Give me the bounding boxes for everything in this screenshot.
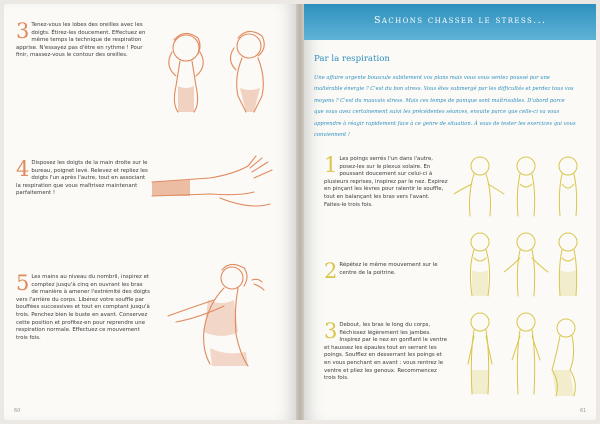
- section-title: Par la respiration: [314, 54, 390, 64]
- step-text: Les mains au niveau du nombril, inspirez et comptez jusqu'à cinq en ouvrant les bras de manière à amener l'extrémité des doigts vers l'arrière du corps. Libérez votre souffle par bouffées successives et tout en comptant jusqu'à trois. Penchez bien le buste en avant. Conservez cette position et profitez-en pour reprendre une respiration normale. Effectuez ce mouvement trois fois.: [16, 274, 150, 341]
- fist-plexus-illustration: [452, 154, 588, 224]
- hand-fingers-illustration: [150, 152, 284, 222]
- standing-squat-illustration: [452, 310, 588, 400]
- title-banner: [304, 4, 596, 40]
- step-number: 5: [16, 271, 30, 295]
- step-1-right: [324, 153, 448, 209]
- page-number-right: 61: [580, 408, 587, 414]
- step-number: 2: [324, 259, 338, 283]
- intro-paragraph: Une affaire urgente bouscule subitement vos plans mais vous vous sentez poussé par une inaltérable énergie ? C'est du bon stress. Vous êtes submergé par les difficultés et perdez tous vos moyens ? C'est du mauvais stress. Mais ces temps de panique sont maîtrisables. D'abord parce que vous avez certainement suivi les précédentes séances, ensuite parce que celle-ci va vous apprendre à réagir rapidement face à ce genre de situation. À vous de tester les exercices qui vous conviennent !: [314, 75, 576, 139]
- step-4-left: [16, 157, 150, 198]
- step-5-left: [16, 271, 150, 342]
- step-text: Répétez le même mouvement sur le centre de la poitrine.: [339, 262, 438, 276]
- girl-ear-lobes-illustration: [154, 26, 284, 116]
- bending-breath-illustration: [164, 260, 284, 372]
- step-3-left: [16, 19, 150, 60]
- step-text: Disposez les doigts de la main droite sur le bureau, poignet levé. Relevez et repliez les doigts l'un après l'autre, tout en associant la respiration que vous maîtrisez maintenant parfaitement !: [16, 160, 148, 197]
- step-text: Tenez-vous les lobes des oreilles avec les doigts. Étirez-les doucement. Effectuez en même temps la technique de respiration apprise. N'essayez pas d'être en rythme ! Pour finir, massez-vous le contour des oreilles.: [16, 22, 146, 59]
- right-page: [304, 4, 596, 420]
- step-text: Debout, les bras le long du corps, fléchissez légèrement les jambes. Inspirez par le nez en gonflant le ventre et haussez les épaules tout en serrant les poings. Soufflez en desserrant les poings et en vous penchant en avant : vous rentrez le ventre et pliez les genoux. Recommencez trois fois.: [324, 322, 448, 382]
- step-2-right: [324, 259, 448, 283]
- left-page: [4, 4, 296, 420]
- step-3-right: [324, 319, 448, 383]
- step-number: 1: [324, 153, 338, 177]
- step-number: 4: [16, 157, 30, 181]
- step-number: 3: [324, 319, 338, 343]
- chest-breath-illustration: [452, 230, 588, 300]
- banner-title: Sachons chasser le stress...: [374, 15, 547, 26]
- book-gutter: [296, 4, 304, 420]
- page-number-left: 60: [14, 408, 21, 414]
- step-text: Les poings serrés l'un dans l'autre, posez-les sur le plexus solaire. En poussant doucement sur celui-ci à plusieurs reprises, inspirez par le nez. Expirez en pinçant les lèvres pour ralentir le souffle, tout en balançant les bras vers l'avant. Faites-le trois fois.: [324, 156, 448, 208]
- step-number: 3: [16, 19, 30, 43]
